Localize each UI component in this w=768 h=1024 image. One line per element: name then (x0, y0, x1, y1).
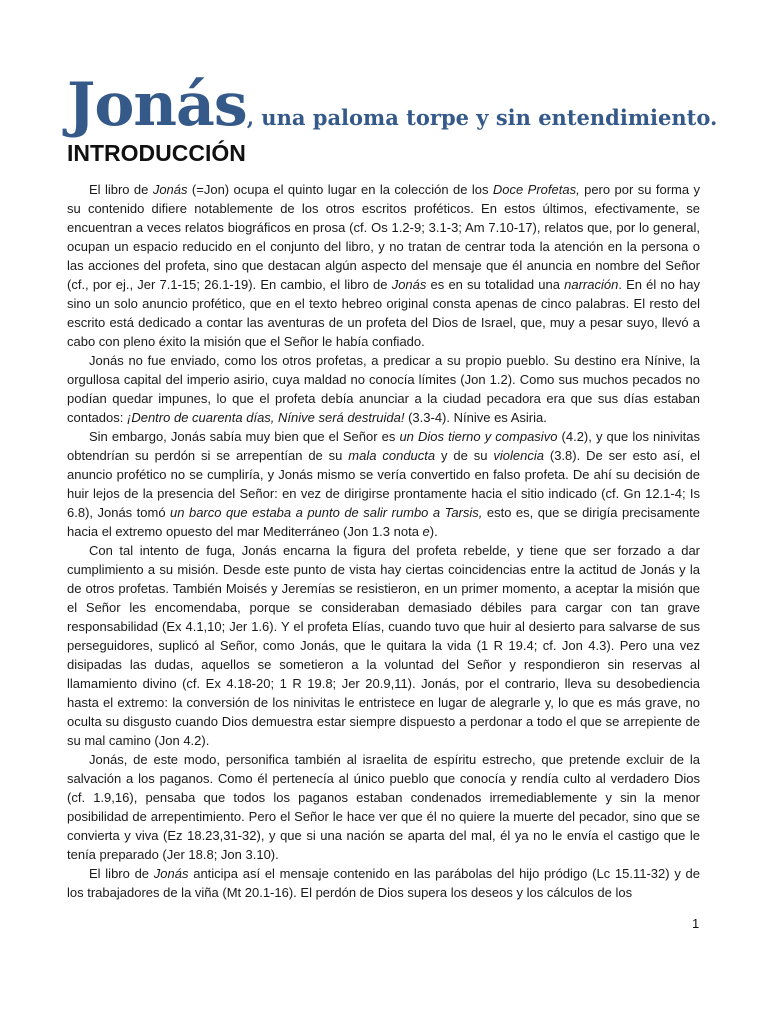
body-text (67, 180, 700, 902)
title-main: Jonás (67, 70, 247, 140)
title-subtitle: , una paloma torpe y sin entendimiento. (246, 105, 718, 130)
section-heading: INTRODUCCIÓN (67, 140, 246, 166)
document-title (67, 70, 747, 140)
paragraph: El libro de Jonás anticipa así el mensaje contenido en las parábolas del hijo pródigo (Lc 15.11-32) y de los trabajadores de la viña (Mt 20.1-16). El perdón de Dios supera los deseos y los cálculos de los (67, 866, 701, 900)
paragraph: El libro de Jonás (=Jon) ocupa el quinto lugar en la colección de los Doce Profetas, pero por su forma y su contenido difiere notablemente de los otros escritos proféticos. En estos últimos, efectivamente, se encuentran a veces relatos biográficos en prosa (cf. Os 1.2-9; 3.1-3; Am 7.10-17), relatos que, por lo general, ocupan un espacio reducido en el conjunto del libro, y no tratan de centrar toda la atención en la persona o las acciones del profeta, sino que destacan algún aspecto del mensaje que él anuncia en nombre del Señor (cf., por ej., Jer 7.1-15; 26.1-19). En cambio, el libro de Jonás es en su totalidad una narración. En él no hay sino un solo anuncio profético, que en el texto hebreo original consta apenas de cinco palabras. El resto del escrito está dedicado a contar las aventuras de un profeta del Dios de Israel, que, muy a pesar suyo, llevó a cabo con pleno éxito la misión que el Señor le había confiado. (67, 182, 701, 349)
page-number: 1 (692, 916, 700, 931)
paragraph: Con tal intento de fuga, Jonás encarna la figura del profeta rebelde, y tiene que ser forzado a dar cumplimiento a su misión. Desde este punto de vista hay ciertas coincidencias entre la actitud de Jonás y la de otros profetas. También Moisés y Jeremías se resistieron, en un primer momento, a aceptar la misión que el Señor les encomendaba, porque se consideraban demasiado débiles para cargar con tan grave responsabilidad (Ex 4.1,10; Jer 1.6). Y el profeta Elías, cuando tuvo que huir al desierto para salvarse de sus perseguidores, suplicó al Señor, como Jonás, que le quitara la vida (1 R 19.4; cf. Jon 4.3). Pero una vez disipadas las dudas, aquellos se sometieron a la voluntad del Señor y respondieron sin reservas al llamamiento divino (cf. Ex 4.18-20; 1 R 19.8; Jer 20.9,11). Jonás, por el contrario, lleva su desobediencia hasta el extremo: la conversión de los ninivitas le entristece en lugar de alegrarle y, lo que es más grave, no oculta su disgusto cuando Dios demuestra estar siempre dispuesto a perdonar a todo el que se arrepiente de su mal camino (Jon 4.2). (67, 543, 700, 748)
paragraph: Jonás no fue enviado, como los otros profetas, a predicar a su propio pueblo. Su destino era Nínive, la orgullosa capital del imperio asirio, cuya maldad no conocía límites (Jon 1.2). Como sus muchos pecados no podían quedar impunes, lo que el profeta debía anunciar a la ciudad pecadora era que sus días estaban contados: ¡Dentro de cuarenta días, Nínive será destruida! (3.3-4). Nínive es Asiria. (67, 353, 700, 425)
paragraph: Jonás, de este modo, personifica también al israelita de espíritu estrecho, que pretende excluir de la salvación a los paganos. Como él pertenecía al único pueblo que conocía y rendía culto al verdadero Dios (cf. 1.9,16), pensaba que todos los paganos estaban condenados irremediablemente y sin la menor posibilidad de arrepentimiento. Pero el Señor le hace ver que él no quiere la muerte del pecador, sino que se convierta y viva (Ez 18.23,31-32), y que si una nación se aparta del mal, él ya no le envía el castigo que le tenía preparado (Jer 18.8; Jon 3.10). (67, 752, 700, 862)
paragraph: Sin embargo, Jonás sabía muy bien que el Señor es un Dios tierno y compasivo (4.2), y que los ninivitas obtendrían su perdón si se arrepentían de su mala conducta y de su violencia (3.8). De ser esto así, el anuncio profético no se cumpliría, y Jonás mismo se vería convertido en falso profeta. De ahí su decisión de huir lejos de la presencia del Señor: en vez de dirigirse prontamente hacia el sitio indicado (cf. Gn 12.1-4; Is 6.8), Jonás tomó un barco que estaba a punto de salir rumbo a Tarsis, esto es, que se dirigía precisamente hacia el extremo opuesto del mar Mediterráneo (Jon 1.3 nota e). (67, 429, 700, 539)
